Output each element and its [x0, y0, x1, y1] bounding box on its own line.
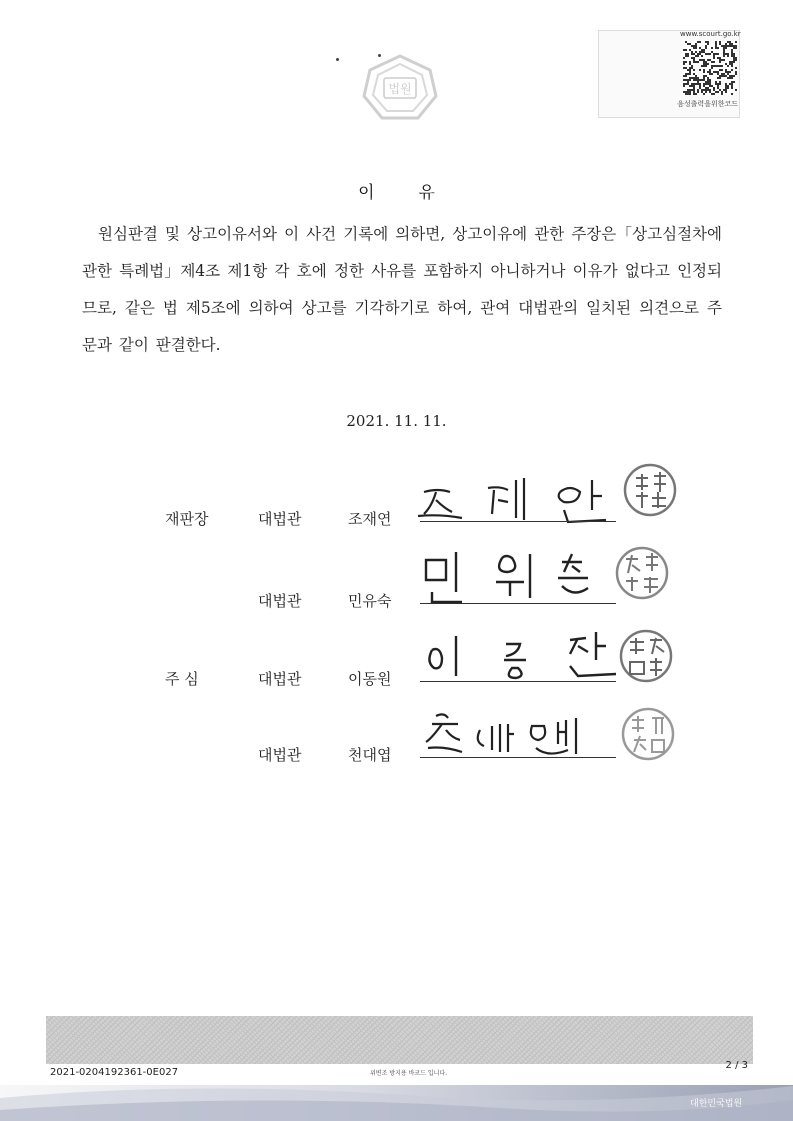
justice-stamp-icon [620, 706, 676, 762]
barcode-note: 위변조 방지용 바코드 입니다. [370, 1070, 448, 1077]
justice-stamp-icon [622, 462, 678, 518]
anti-forgery-barcode [46, 1016, 753, 1064]
section-heading [0, 178, 793, 203]
signature-icon [410, 470, 620, 526]
signature-line [420, 757, 616, 758]
court-brand: 대한민국법원 [690, 1099, 743, 1109]
reason-paragraph: 원심판결 및 상고이유서와 이 사건 기록에 의하면, 상고이유에 관한 주장은「상고심절차에 관한 특례법」제4조 제1항 각 호에 정한 사유를 포함하지 아니하거나 이유가 없다고 인정되므로, 같은 법 제5조에 의하여 상고를 기각하기로 하여, 관여 대법관의 일치된 의견으로 주문과 같이 판결한다. [82, 225, 722, 354]
judgment-date: 2021. 11. 11. [346, 412, 447, 430]
court-seal-icon [360, 52, 440, 124]
heading-second-char: 유 [418, 183, 435, 203]
qr-code-icon [683, 41, 737, 95]
justice-stamp-icon [614, 545, 670, 601]
document-id: 2021-0204192361-0E027 [50, 1067, 179, 1078]
justice-title: 대법관 [258, 510, 302, 528]
signature-icon [412, 542, 612, 606]
qr-url-text: www.scourt.go.kr [680, 30, 741, 38]
justice-name: 조재연 [348, 510, 392, 528]
bottom-wave-decoration [0, 1078, 793, 1121]
justice-title: 대법관 [258, 746, 302, 764]
signature-icon [420, 626, 620, 682]
justice-name: 민유숙 [348, 592, 392, 610]
heading-first-char: 이 [358, 183, 375, 203]
signature-icon [418, 708, 618, 760]
justice-stamp-icon [618, 628, 674, 684]
justice-role: 주 심 [165, 670, 199, 688]
page-number: 2 / 3 [725, 1060, 748, 1071]
justice-name: 천대엽 [348, 746, 392, 764]
seal-text: 법원 [388, 82, 412, 96]
scan-speck [336, 58, 339, 61]
justice-name: 이동원 [348, 670, 392, 688]
qr-label: 음성출력을위한코드 [677, 100, 738, 108]
justice-title: 대법관 [258, 670, 302, 688]
scan-speck [378, 54, 381, 57]
signature-line [420, 521, 616, 522]
signature-line [420, 603, 616, 604]
justice-title: 대법관 [258, 592, 302, 610]
justice-role: 재판장 [165, 510, 209, 528]
signature-line [420, 681, 616, 682]
